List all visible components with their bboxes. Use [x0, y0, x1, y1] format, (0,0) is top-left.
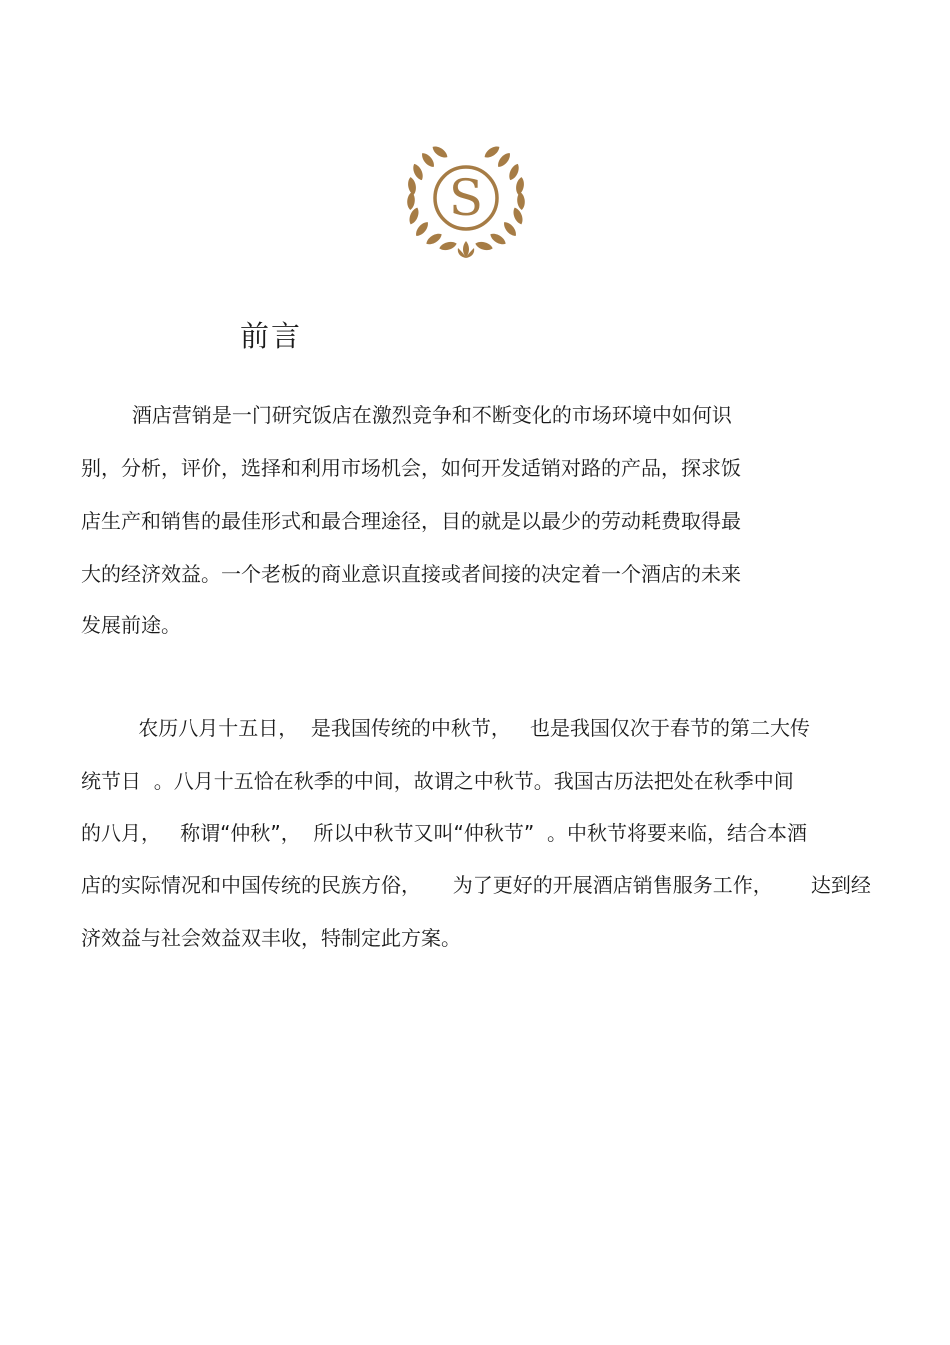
paragraph-line: 济效益与社会效益双丰收，特制定此方案。 [81, 926, 461, 950]
paragraph-line: 酒店营销是一门研究饭店在激烈竞争和不断变化的市场环境中如何识 [81, 403, 732, 427]
paragraph-line: 农历八月十五日， 是我国传统的中秋节， 也是我国仅次于春节的第二大传 [81, 716, 811, 740]
paragraph-line: 别，分析，评价，选择和利用市场机会，如何开发适销对路的产品，探求饭 [81, 456, 741, 480]
paragraph-line: 发展前途。 [81, 613, 181, 637]
paragraph-line: 统节日 。八月十五恰在秋季的中间，故谓之中秋节。我国古历法把处在秋季中间 [81, 769, 794, 793]
paragraph-line: 大的经济效益。一个老板的商业意识直接或者间接的决定着一个酒店的未来 [81, 562, 741, 586]
paragraph-line: 店的实际情况和中国传统的民族方俗， 为了更好的开展酒店销售服务工作， 达到经 [81, 873, 871, 897]
page-title: 前言 [240, 319, 303, 353]
logo-letter: S [448, 169, 484, 227]
paragraph-line: 店生产和销售的最佳形式和最合理途径，目的就是以最少的劳动耗费取得最 [81, 509, 741, 533]
hotel-logo [404, 138, 528, 262]
paragraph-line: 的八月， 称谓“仲秋”， 所以中秋节又叫“仲秋节” 。中秋节将要来临，结合本酒 [81, 821, 807, 845]
